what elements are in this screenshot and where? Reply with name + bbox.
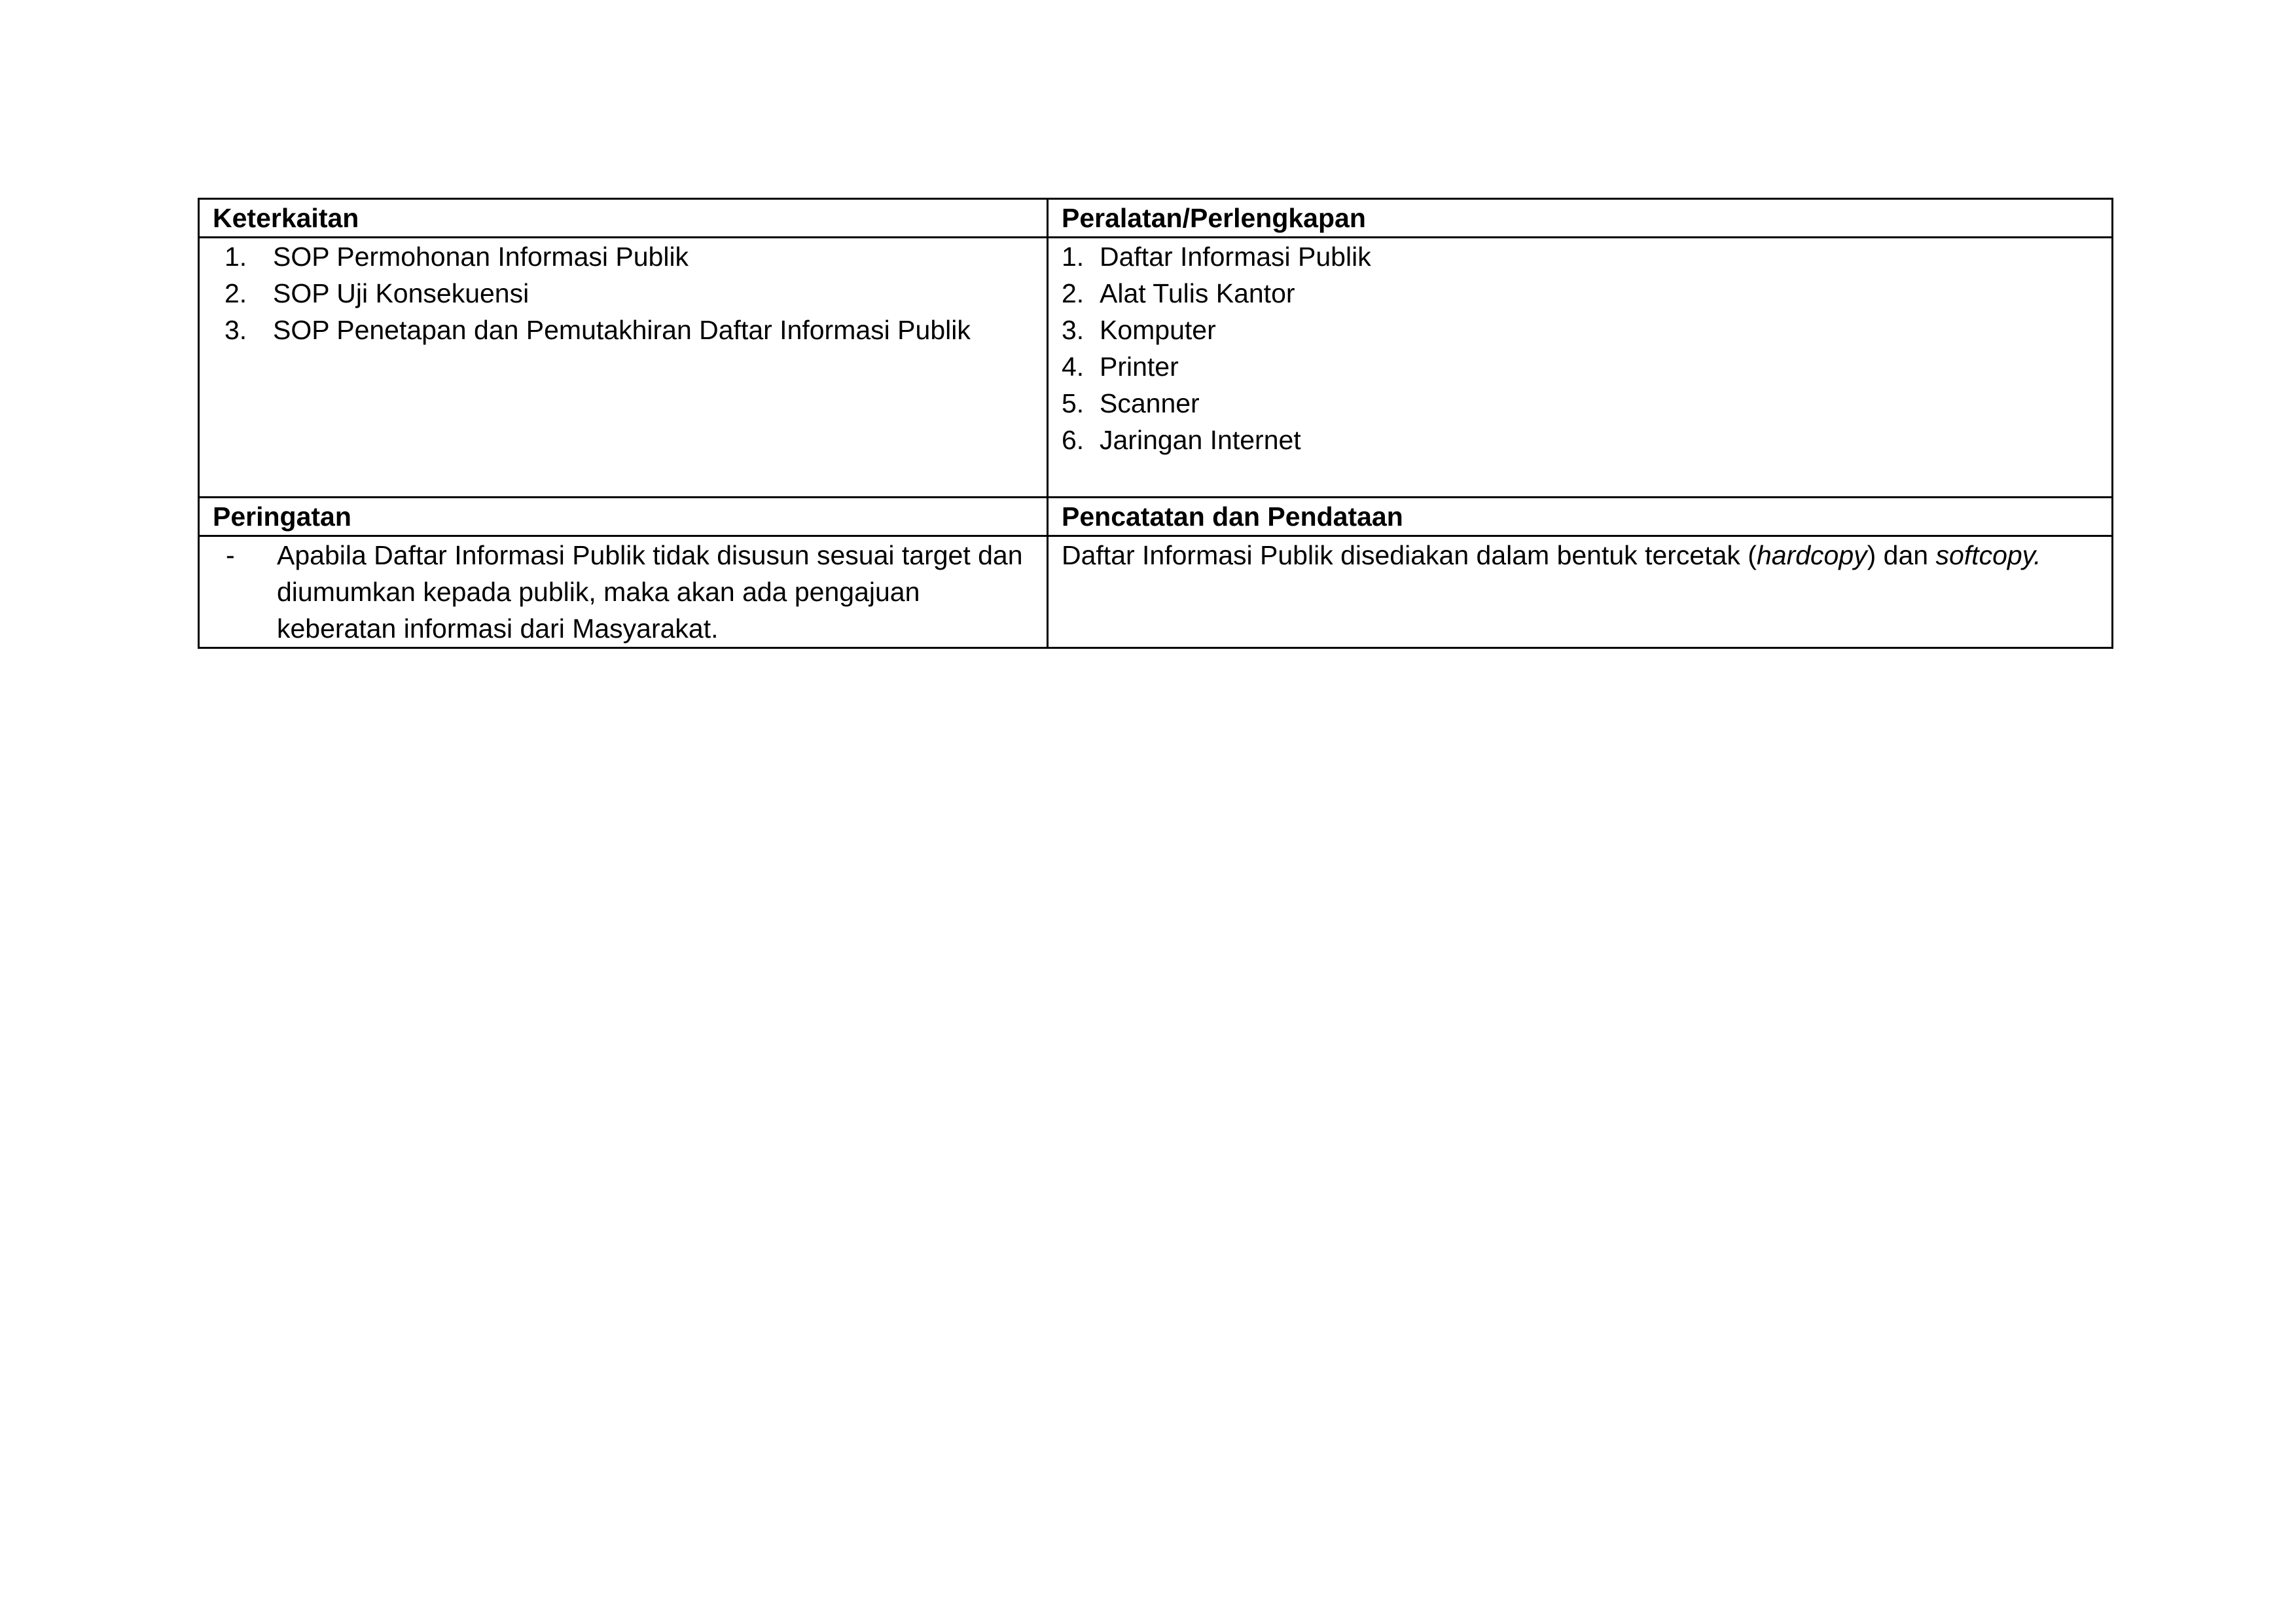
list-text: Printer [1100, 352, 1179, 382]
list-text: SOP Penetapan dan Pemutakhiran Daftar Informasi Publik [273, 315, 971, 345]
list-item [1062, 238, 2098, 275]
list-item [213, 275, 1033, 312]
list-number: 1. [224, 242, 247, 272]
list-number: 2. [1062, 278, 1085, 308]
list-number: 1. [1062, 242, 1085, 272]
list-text: SOP Permohonan Informasi Publik [273, 242, 689, 272]
pencatatan-softcopy: softcopy. [1935, 540, 2041, 570]
list-item [1062, 275, 2098, 312]
list-text: Alat Tulis Kantor [1100, 278, 1295, 308]
warning-item [213, 537, 1033, 647]
pencatatan-header: Pencatatan dan Pendataan [1048, 498, 2113, 536]
bullet-dash: - [226, 540, 235, 570]
table-row [199, 238, 2113, 498]
peringatan-header: Peringatan [199, 498, 1048, 536]
warning-text: Apabila Daftar Informasi Publik tidak disusun sesuai target dan diumumkan kepada publik, maka akan ada pengajuan keberatan informasi dari Masyarakat. [277, 540, 1023, 644]
sop-info-table [198, 198, 2113, 649]
list-number: 6. [1062, 425, 1085, 455]
list-text: Scanner [1100, 388, 1200, 418]
pencatatan-cell [1048, 536, 2113, 648]
list-item [213, 238, 1033, 275]
list-text: Jaringan Internet [1100, 425, 1301, 455]
list-number: 3. [224, 315, 247, 345]
table-header-row [199, 498, 2113, 536]
list-item [1062, 348, 2098, 385]
peralatan-header: Peralatan/Perlengkapan [1048, 199, 2113, 238]
peralatan-list [1048, 238, 2113, 498]
table-row [199, 536, 2113, 648]
keterkaitan-list [199, 238, 1048, 498]
list-text: Daftar Informasi Publik [1100, 242, 1371, 272]
list-item [1062, 312, 2098, 348]
list-number: 2. [224, 278, 247, 308]
list-text: SOP Uji Konsekuensi [273, 278, 529, 308]
peringatan-cell [199, 536, 1048, 648]
keterkaitan-header: Keterkaitan [199, 199, 1048, 238]
list-item [1062, 385, 2098, 422]
list-number: 3. [1062, 315, 1085, 345]
pencatatan-hardcopy: hardcopy [1756, 540, 1867, 570]
list-text: Komputer [1100, 315, 1216, 345]
pencatatan-text-before: Daftar Informasi Publik disediakan dalam bentuk tercetak ( [1062, 540, 1757, 570]
list-number: 4. [1062, 352, 1085, 382]
list-item [213, 312, 1033, 348]
list-item [1062, 422, 2098, 458]
pencatatan-text-middle: ) dan [1867, 540, 1936, 570]
list-number: 5. [1062, 388, 1085, 418]
table-header-row [199, 199, 2113, 238]
